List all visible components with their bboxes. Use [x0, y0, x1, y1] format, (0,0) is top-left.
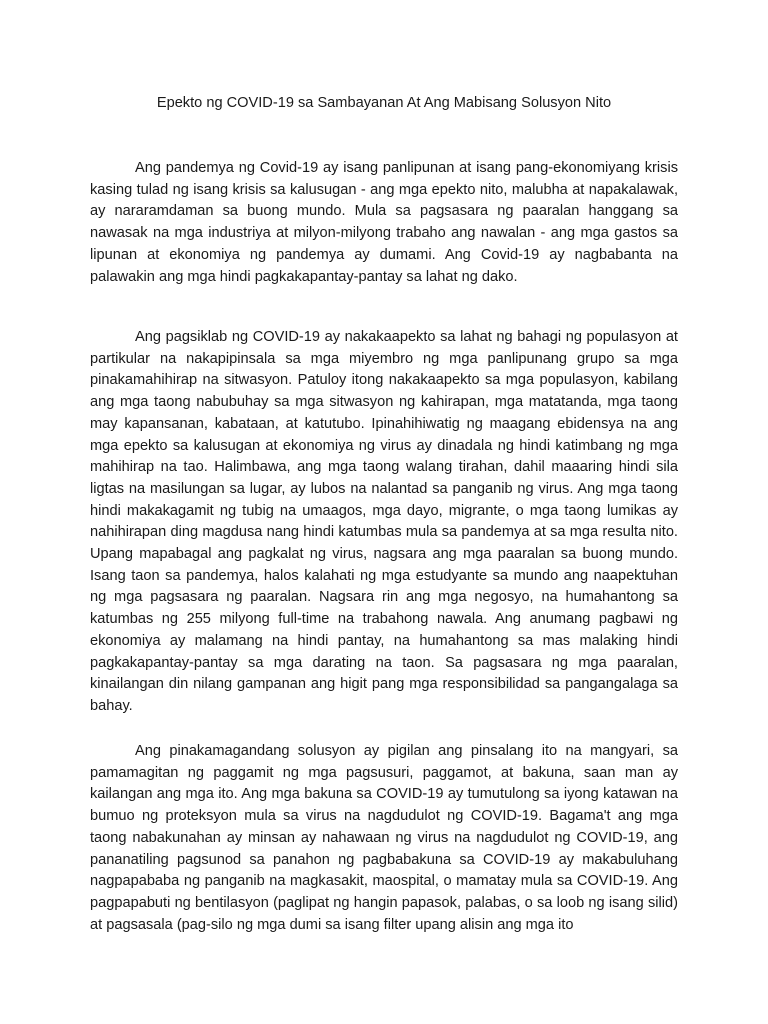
paragraph-1: Ang pandemya ng Covid-19 ay isang panlipunan at isang pang-ekonomiyang krisis kasing tulad ng isang krisis sa kalusugan - ang mga epekto nito, malubha at napakalawak, ay nararamdaman sa buong mundo. Mula sa pagsasara ng paaralan hanggang sa nawasak na mga industriya at milyon-milyong trabaho ang nawalan - ang mga gastos sa lipunan at ekonomiya ng pandemya ay dumami. Ang Covid-19 ay nagbabanta na palawakin ang mga hindi pagkakapantay-pantay sa lahat ng dako.	[90, 160, 678, 285]
paragraph-3: Ang pinakamagandang solusyon ay pigilan ang pinsalang ito na mangyari, sa pamamagitan ng paggamit ng mga pagsusuri, paggamot, at bakuna, saan man ay kailangan ang mga ito. Ang mga bakuna sa COVID-19 ay tumutulong sa iyong katawan na bumuo ng proteksyon mula sa virus na nagdudulot ng COVID-19. Bagama't ang mga taong nabakunahan ay minsan ay nahawaan ng virus na nagdudulot ng COVID-19, ang pananatiling pagsunod sa panahon ng pagbabakuna sa COVID-19 ay makabuluhang nagpapababa ng panganib na magkasakit, maospital, o mamatay mula sa COVID-19. Ang pagpapabuti ng bentilasyon (paglipat ng hangin papasok, palabas, o sa loob ng isang silid) at pagsasala (pag-silo ng mga dumi sa isang filter upang alisin ang mga ito	[90, 743, 678, 933]
paragraph-2: Ang pagsiklab ng COVID-19 ay nakakaapekto sa lahat ng bahagi ng populasyon at partikular na nakapipinsala sa mga miyembro ng mga panlipunang grupo sa mga pinakamahihirap na sitwasyon. Patuloy itong nakakaapekto sa mga populasyon, kabilang ang mga taong nabubuhay sa mga sitwasyon ng kahirapan, mga matatanda, mga taong may kapansanan, kabataan, at katutubo. Ipinahihiwatig ng maagang ebidensya na ang mga epekto sa kalusugan at ekonomiya ng virus ay dinadala ng hindi katimbang ng mga mahihirap na tao. Halimbawa, ang mga taong walang tirahan, dahil maaaring hindi sila ligtas na masilungan sa lugar, ay lubos na nalantad sa panganib ng virus. Ang mga taong hindi makakagamit ng tubig na umaagos, mga dayo, migrante, o mga taong lumikas ay nahihirapan ding magdusa nang hindi katumbas mula sa pandemya at sa mga resulta nito. Upang mapabagal ang pagkalat ng virus, nagsara ang mga paaralan sa buong mundo. Isang taon sa pandemya, halos kalahati ng mga estudyante sa mundo ang naapektuhan ng mga pagsasara ng paaralan. Nagsara rin ang mga negosyo, na humahantong sa katumbas ng 255 milyong full-time na trabahong nawala. Ang anumang pagbawi ng ekonomiya ay malamang na hindi pantay, na humahantong sa mas malaking hindi pagkakapantay-pantay sa mga darating na taon. Sa pagsasara ng mga paaralan, kinailangan din nilang gampanan ang higit pang mga responsibilidad sa pangangalaga sa bahay.	[90, 329, 678, 714]
document-title: Epekto ng COVID-19 sa Sambayanan At Ang Mabisang Solusyon Nito	[156, 95, 612, 111]
